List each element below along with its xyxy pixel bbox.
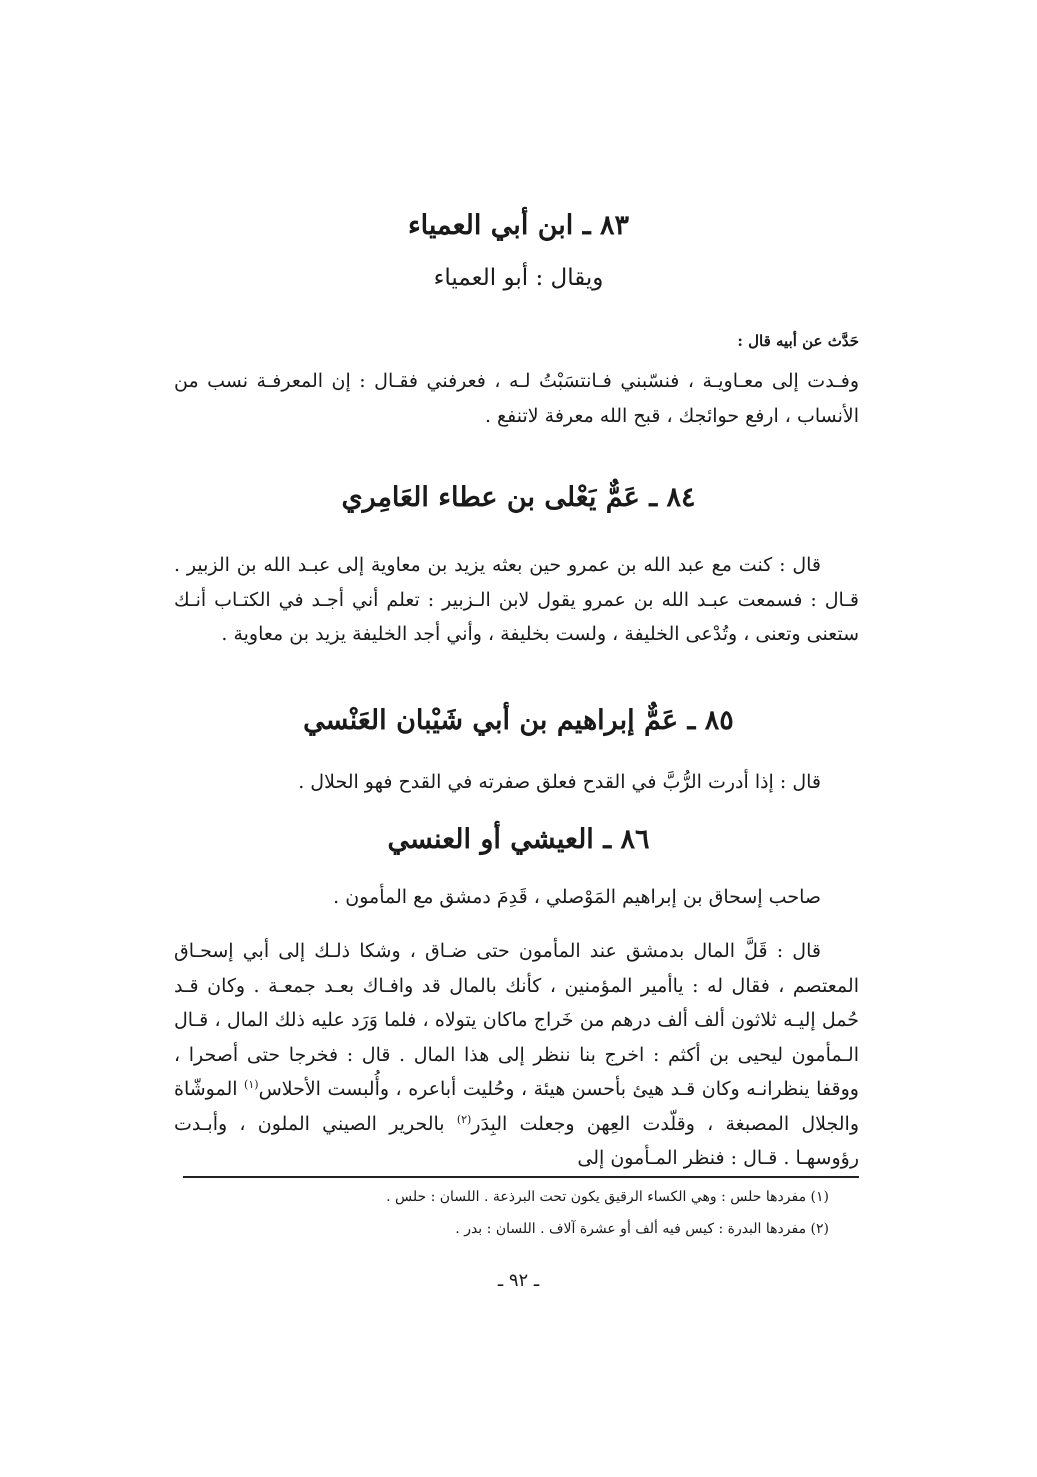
entry-83-isnad: حَدَّث عن أبيه قال : — [737, 332, 859, 350]
footnote-ref-2[interactable]: (٢) — [456, 1112, 472, 1126]
entry-84-heading: ٨٤ ـ عَمٌّ يَعْلى بن عطاء العَامِري — [341, 482, 696, 513]
footnote-separator — [183, 1176, 859, 1178]
entry-86-paragraph — [174, 934, 859, 1176]
entry-86-text-part-3: بالحرير الصيني الملون ، وأبـدت رؤوسهـا . قـال : فنظر المـأمون إلى — [174, 1112, 859, 1169]
entry-86-text-part-2: الموشّاة والجلال المصبغة ، وقلّدت العِهن وجعلت البِدَر — [174, 1078, 859, 1135]
entry-84-paragraph: قال : كنت مع عبد الله بن عمرو حين بعثه يزيد بن معاوية إلى عبـد الله بن الزبير . قـال : فسمعت عبـد الله بن عمرو يقول لابن الـزبير : تعلم أني أجـد في الكتـاب أنـك ستعنى وتعنى ، وتُدْعى الخليفة ، ولست بخليفة ، وأني أجد الخليفة يزيد بن معاوية . — [174, 554, 859, 645]
entry-85-paragraph: قال : إذا أدرت الرُّبَّ في القدح فعلق صفرته في القدح فهو الحلال . — [298, 771, 821, 793]
footnote-2: (٢) مفردها البدرة : كيس فيه ألف أو عشرة آلاف . اللسان : بدر . — [455, 1221, 829, 1237]
entry-83-paragraph: وفـدت إلى معـاويـة ، فنسّبني فـانتسَبْتُ لـه ، فعرفني فقـال : إن المعرفـة نسب من الأنساب ، ارفع حوائجك ، قبح الله معرفة لاتنفع . — [174, 370, 859, 427]
entry-86-intro: صاحب إسحاق بن إبراهيم المَوْصلي ، قَدِمَ دمشق مع المأمون . — [333, 886, 821, 908]
footnote-ref-1[interactable]: (١) — [244, 1078, 259, 1091]
entry-83-subheading: ويقال : أبو العمياء — [433, 265, 604, 291]
entry-83-heading: ٨٣ ـ ابن أبي العمياء — [407, 210, 630, 241]
entry-85-heading: ٨٥ ـ عَمٌّ إبراهيم بن أبي شَيْبان العَنْسي — [303, 705, 734, 736]
entry-86-text-part-1: قال : قَلَّ المال بدمشق عند المأمون حتى ضـاق ، وشكا ذلـك إلى أبي إسحـاق المعتصم ، فقال له : ياأمير المؤمنين ، كأنك بالمال قد وافـاك بعـد جمعـة . وكان قـد حُمل إليـه ثلاثون ألف ألف درهم من خَراج ماكان يتولاه ، فلما وَرَد عليه ذلك المال ، قـال الـمأمون ليحيى بن أكثم : اخرج بنا ننظر إلى هذا المال . قال : فخرجا حتى أصحرا ، ووقفا ينظرانـه وكان قـد هيئ بأحسن هيئة ، وحُليت أباعره ، وأُلبست الأحلاس — [174, 940, 859, 1100]
footnote-1: (١) مفردها حلس : وهي الكساء الرقيق يكون تحت البرذعة . اللسان : حلس . — [386, 1189, 829, 1205]
entry-86-heading: ٨٦ ـ العيشي أو العنسي — [387, 824, 650, 855]
page-number: ـ ٩٢ ـ — [497, 1270, 540, 1291]
